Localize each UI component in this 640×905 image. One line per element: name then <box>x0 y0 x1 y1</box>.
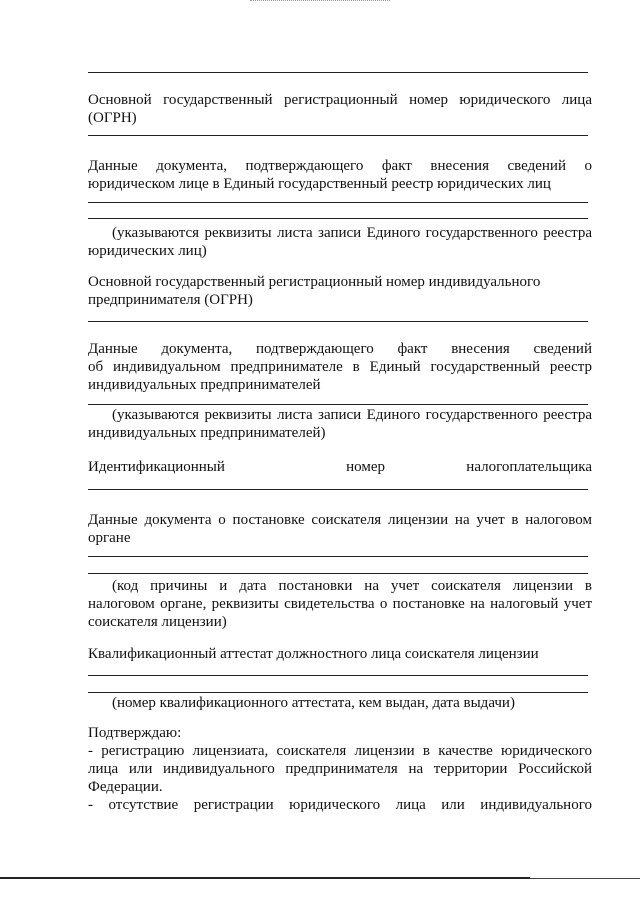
text-line: (номер квалификационного аттестата, кем выдан, дата выдачи) <box>112 695 515 711</box>
text-line: Данные документа о постановке соискателя лицензии на учет в налоговом <box>88 512 592 528</box>
fill-line <box>88 489 588 490</box>
text-line: соискателя лицензии) <box>88 614 227 630</box>
tax-note-block <box>88 577 592 631</box>
text-line: Основной государственный регистрационный номер индивидуального <box>88 274 541 290</box>
text-line: - регистрацию лицензиата, соискателя лицензии в качестве юридического <box>88 743 592 759</box>
fill-line <box>88 202 588 203</box>
scan-edge-bar <box>0 877 530 879</box>
text-line: (указываются реквизиты листа записи Единого государственного реестра <box>112 407 592 423</box>
fill-line <box>88 556 588 557</box>
text-line: индивидуальных предпринимателей) <box>88 425 326 441</box>
text-line: - отсутствие регистрации юридического лица или индивидуального <box>88 797 592 813</box>
text-line: предпринимателя (ОГРН) <box>88 292 253 308</box>
fill-line <box>88 321 588 322</box>
fill-line <box>88 72 588 73</box>
fill-line <box>88 573 588 574</box>
text-line: Федерации. <box>88 779 163 795</box>
egrip-note-block <box>88 406 592 442</box>
confirmation-block <box>88 724 592 814</box>
fill-line <box>88 218 588 219</box>
egrul-note-block <box>88 224 592 260</box>
scan-edge-line <box>530 878 640 879</box>
ogrn-ip-block <box>88 273 592 309</box>
text-line: Квалификационный аттестат должностного лица соискателя лицензии <box>88 646 539 662</box>
confirmation-heading: Подтверждаю: <box>88 725 182 741</box>
fill-line <box>88 404 588 405</box>
text-line: лица или индивидуального предпринимателя на территории Российской <box>88 761 592 777</box>
qualification-block <box>88 645 592 663</box>
text-line: юридических лиц) <box>88 243 207 259</box>
text-line: об индивидуальном предпринимателе в Единый государственный реестр <box>88 359 592 375</box>
text-line: (указываются реквизиты листа записи Единого государственного реестра <box>112 225 592 241</box>
scan-artifact <box>250 0 390 4</box>
text-line: (ОГРН) <box>88 110 137 126</box>
text-word: Идентификационный <box>88 459 225 475</box>
fill-line <box>88 675 588 676</box>
text-line: юридическом лице в Единый государственный реестр юридических лиц <box>88 176 551 192</box>
text-line: Основной государственный регистрационный номер юридического лица <box>88 92 592 108</box>
fill-line <box>88 692 588 693</box>
egrip-document-block <box>88 340 592 394</box>
ogrn-legal-block <box>88 91 592 127</box>
tax-document-block <box>88 511 592 547</box>
text-line: (код причины и дата постановки на учет соискателя лицензии в <box>112 578 592 594</box>
text-line: налоговом органе, реквизиты свидетельства о постановке на налоговый учет <box>88 596 592 612</box>
qualification-note-block <box>88 694 592 712</box>
text-line: Данные документа, подтверждающего факт внесения сведений о <box>88 158 592 174</box>
text-word: номер <box>346 459 386 475</box>
inn-label-row <box>88 458 592 476</box>
text-line: индивидуальных предпринимателей <box>88 377 321 393</box>
egrul-document-block <box>88 157 592 193</box>
text-line: Данные документа, подтверждающего факт внесения сведений <box>88 341 592 357</box>
fill-line <box>88 135 588 136</box>
text-line: органе <box>88 530 131 546</box>
text-word: налогоплательщика <box>466 459 592 475</box>
